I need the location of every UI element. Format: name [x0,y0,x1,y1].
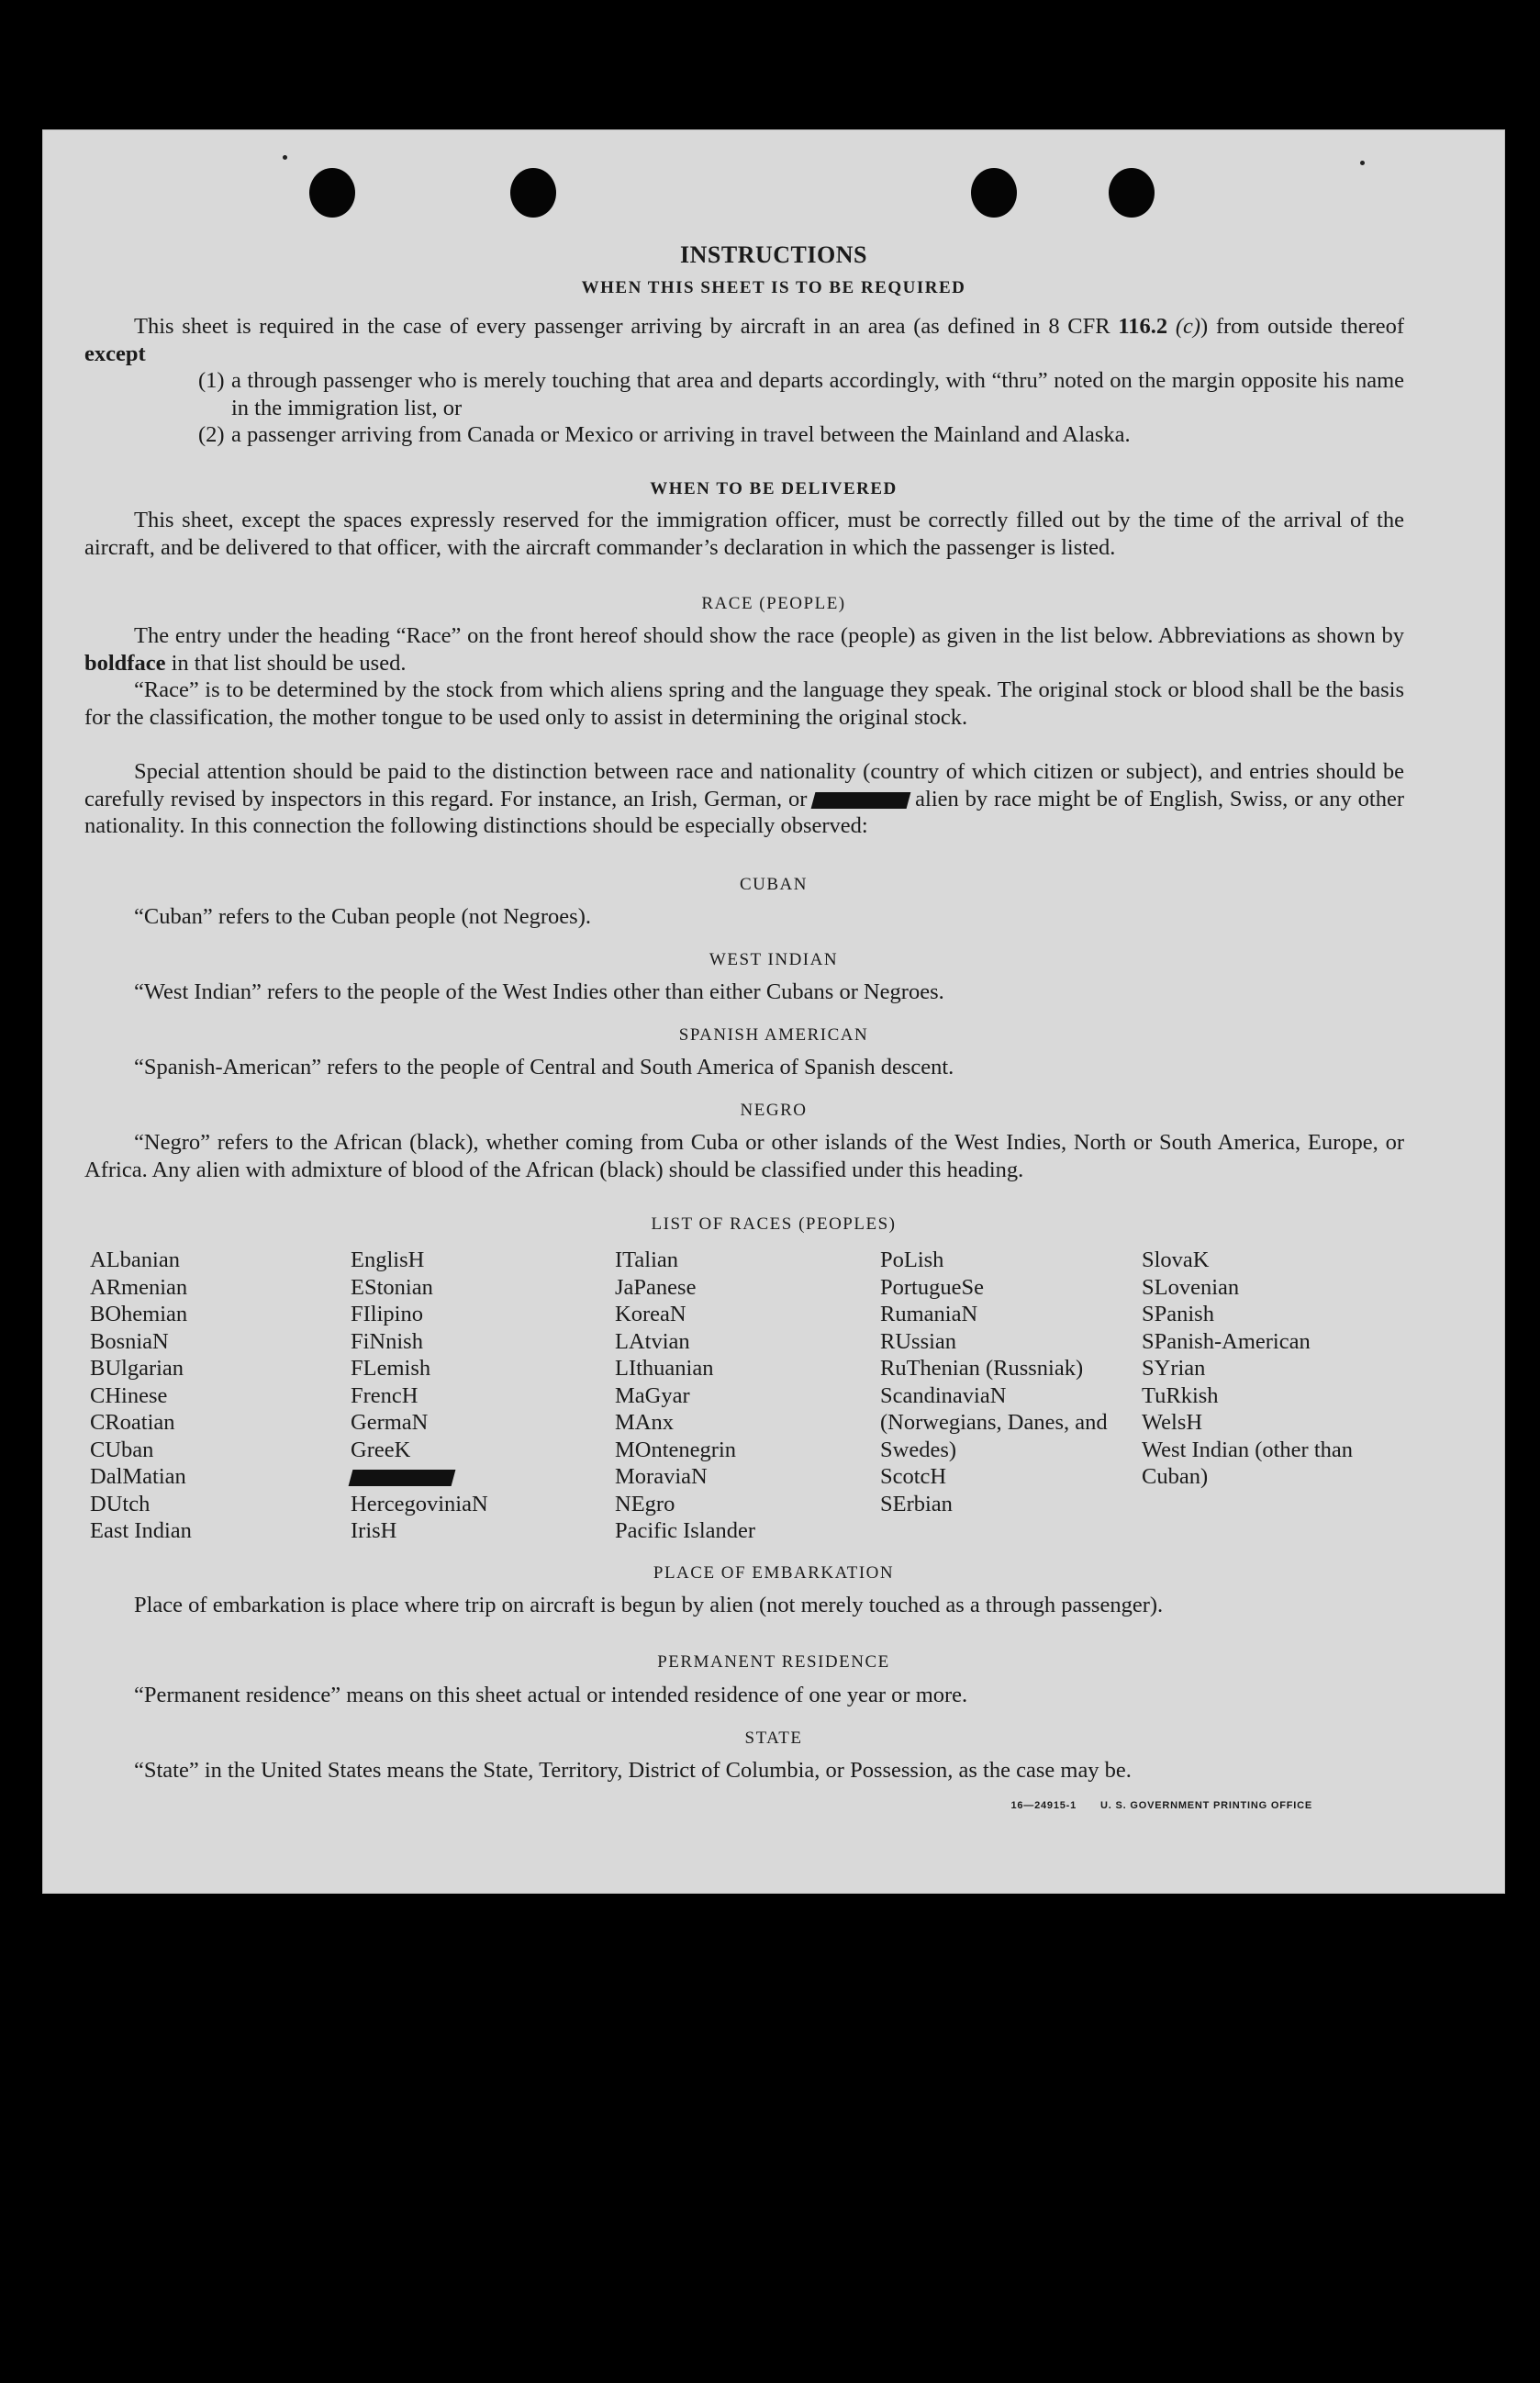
race-entry: RUssian [880,1328,957,1354]
required-item-1: (1) a through passenger who is merely touching that area and departs accordingly, with “thru” noted on the margin opposite his name in the immigration list, or [198,368,1404,420]
race-paragraph-2: “Race” is to be determined by the stock from which aliens spring and the language they speak. The original stock or blood shall be the basis for the classification, the mother tongue to be used only to assist in determining the original stock. [84,677,1404,730]
race-entry: ALbanian [90,1247,180,1272]
residence-text: “Permanent residence” means on this sheet actual or intended residence of one year or more. [134,1683,968,1707]
race-entry: SlovaK [1142,1247,1210,1272]
race-entry: RumaniaN [880,1302,978,1326]
race-entry: NEgro [615,1491,675,1516]
heading-delivered: WHEN TO BE DELIVERED [650,479,898,498]
race-entry: KoreaN [615,1302,686,1326]
race-entry: MoraviaN [615,1464,708,1489]
heading-required: WHEN THIS SHEET IS TO BE REQUIRED [581,278,966,297]
races-column-4 [880,1247,1121,1517]
state-text: “State” in the United States means the State, Territory, District of Columbia, or Possession, as the case may be. [134,1758,1132,1783]
race-entry: WelsH [1142,1410,1203,1435]
redacted-entry [351,1463,488,1491]
race-entry: FLemish [351,1356,431,1381]
punch-hole [971,168,1017,218]
race-entry: SErbian [880,1491,953,1516]
heading-west-indian: WEST INDIAN [709,950,839,969]
races-column-3 [615,1247,755,1545]
races-column-1 [90,1247,192,1545]
race-paragraph-3: Special attention should be paid to the distinction between race and nationality (country of which citizen or subject), and entries should be carefully revised by inspectors in this regard. For instance, an Irish, German, or alien by race might be of English, Swiss, or any other nationality. In this connection the following distinctions should be especially observed: [84,759,1405,838]
race-entry: West Indian (other than Cuban) [1142,1437,1354,1489]
race-entry: PoLish [880,1247,944,1272]
form-number: 16—24915-1 [1010,1800,1077,1811]
races-column-2 [351,1247,488,1545]
race-entry: MAnx [615,1410,674,1435]
race-entry: CRoatian [90,1410,175,1435]
heading-list-of-races: LIST OF RACES (PEOPLES) [651,1214,897,1234]
page-title: INSTRUCTIONS [680,241,867,268]
race-entry: GreeK [351,1437,411,1462]
race-entry: FIlipino [351,1302,423,1326]
heading-negro: NEGRO [740,1101,808,1120]
race-entry: BosniaN [90,1328,169,1354]
race-entry: SLovenian [1142,1274,1240,1300]
race-entry: RuThenian (Russniak) [880,1356,1084,1381]
race-entry: ARmenian [90,1274,188,1300]
punch-hole [510,168,556,218]
race-entry: CUban [90,1437,154,1462]
race-entry: ITalian [615,1247,679,1272]
delivered-text: This sheet, except the spaces expressly reserved for the immigration officer, must be correctly filled out by the time of the arrival of the aircraft, and be delivered to that officer, with the aircraft commander’s declaration in which the passenger is listed. [84,508,1404,560]
race-entry: EnglisH [351,1247,425,1272]
heading-state: STATE [744,1729,803,1748]
definition-spanish-american: “Spanish-American” refers to the people of Central and South America of Spanish descent. [134,1055,954,1080]
races-column-5 [1142,1247,1371,1491]
heading-race: RACE (PEOPLE) [701,594,846,613]
race-entry: BUlgarian [90,1356,184,1381]
race-entry: TuRkish [1142,1382,1219,1408]
race-entry: JaPanese [615,1274,697,1300]
race-entry: PortugueSe [880,1274,984,1300]
heading-permanent-residence: PERMANENT RESIDENCE [657,1652,890,1672]
race-entry: LIthuanian [615,1356,714,1381]
race-entry: HercegoviniaN [351,1491,488,1516]
race-entry: DUtch [90,1491,151,1516]
document-sheet [42,129,1505,1894]
definition-cuban: “Cuban” refers to the Cuban people (not Negroes). [134,904,591,929]
redaction-mark [811,792,911,809]
race-entry: IrisH [351,1518,397,1543]
race-entry: LAtvian [615,1328,690,1354]
punch-hole [309,168,355,218]
required-intro: This sheet is required in the case of every passenger arriving by aircraft in an area (as defined in 8 CFR 116.2 (c)) from outside thereof except [84,314,1405,366]
race-entry: SPanish [1142,1302,1214,1326]
race-entry: East Indian [90,1518,192,1543]
definition-west-indian: “West Indian” refers to the people of the West Indies other than either Cubans or Negroes. [134,979,944,1004]
race-entry: GermaN [351,1410,429,1435]
speck [283,155,287,160]
race-entry: CHinese [90,1382,168,1408]
heading-spanish-american: SPANISH AMERICAN [678,1025,869,1045]
speck [1360,161,1365,165]
race-entry: Pacific Islander [615,1518,756,1543]
race-paragraph-1: The entry under the heading “Race” on the front hereof should show the race (people) as given in the list below. Abbreviations as shown by boldface in that list should be used. [84,623,1404,676]
definition-negro: “Negro” refers to the African (black), whether coming from Cuba or other islands of the West Indies, North or South America, Europe, or Africa. Any alien with admixture of blood of the African (black) should be classified under this heading. [84,1130,1404,1182]
race-entry: ScotcH [880,1464,947,1489]
race-entry: MaGyar [615,1382,690,1408]
race-entry: BOhemian [90,1302,188,1326]
required-item-2: (2) a passenger arriving from Canada or Mexico or arriving in travel between the Mainland and Alaska. [198,422,1131,447]
race-entry: FiNnish [351,1328,423,1354]
race-entry: SPanish-American [1142,1328,1311,1354]
race-entry: MOntenegrin [615,1437,736,1462]
heading-embarkation: PLACE OF EMBARKATION [653,1563,895,1583]
race-entry: EStonian [351,1274,433,1300]
embarkation-text: Place of embarkation is place where trip on aircraft is begun by alien (not merely touched as a through passenger). [134,1593,1164,1617]
race-entry: SYrian [1142,1356,1206,1381]
race-entry: ScandinaviaN (Norwegians, Danes, and Swedes) [880,1382,1108,1462]
punch-hole [1109,168,1155,218]
race-entry: FrencH [351,1382,418,1408]
printer-credit: U. S. GOVERNMENT PRINTING OFFICE [1100,1800,1312,1811]
redaction-mark [349,1470,456,1486]
printer-footer [1010,1800,1312,1811]
heading-cuban: CUBAN [739,875,808,894]
race-entry: DalMatian [90,1464,186,1489]
